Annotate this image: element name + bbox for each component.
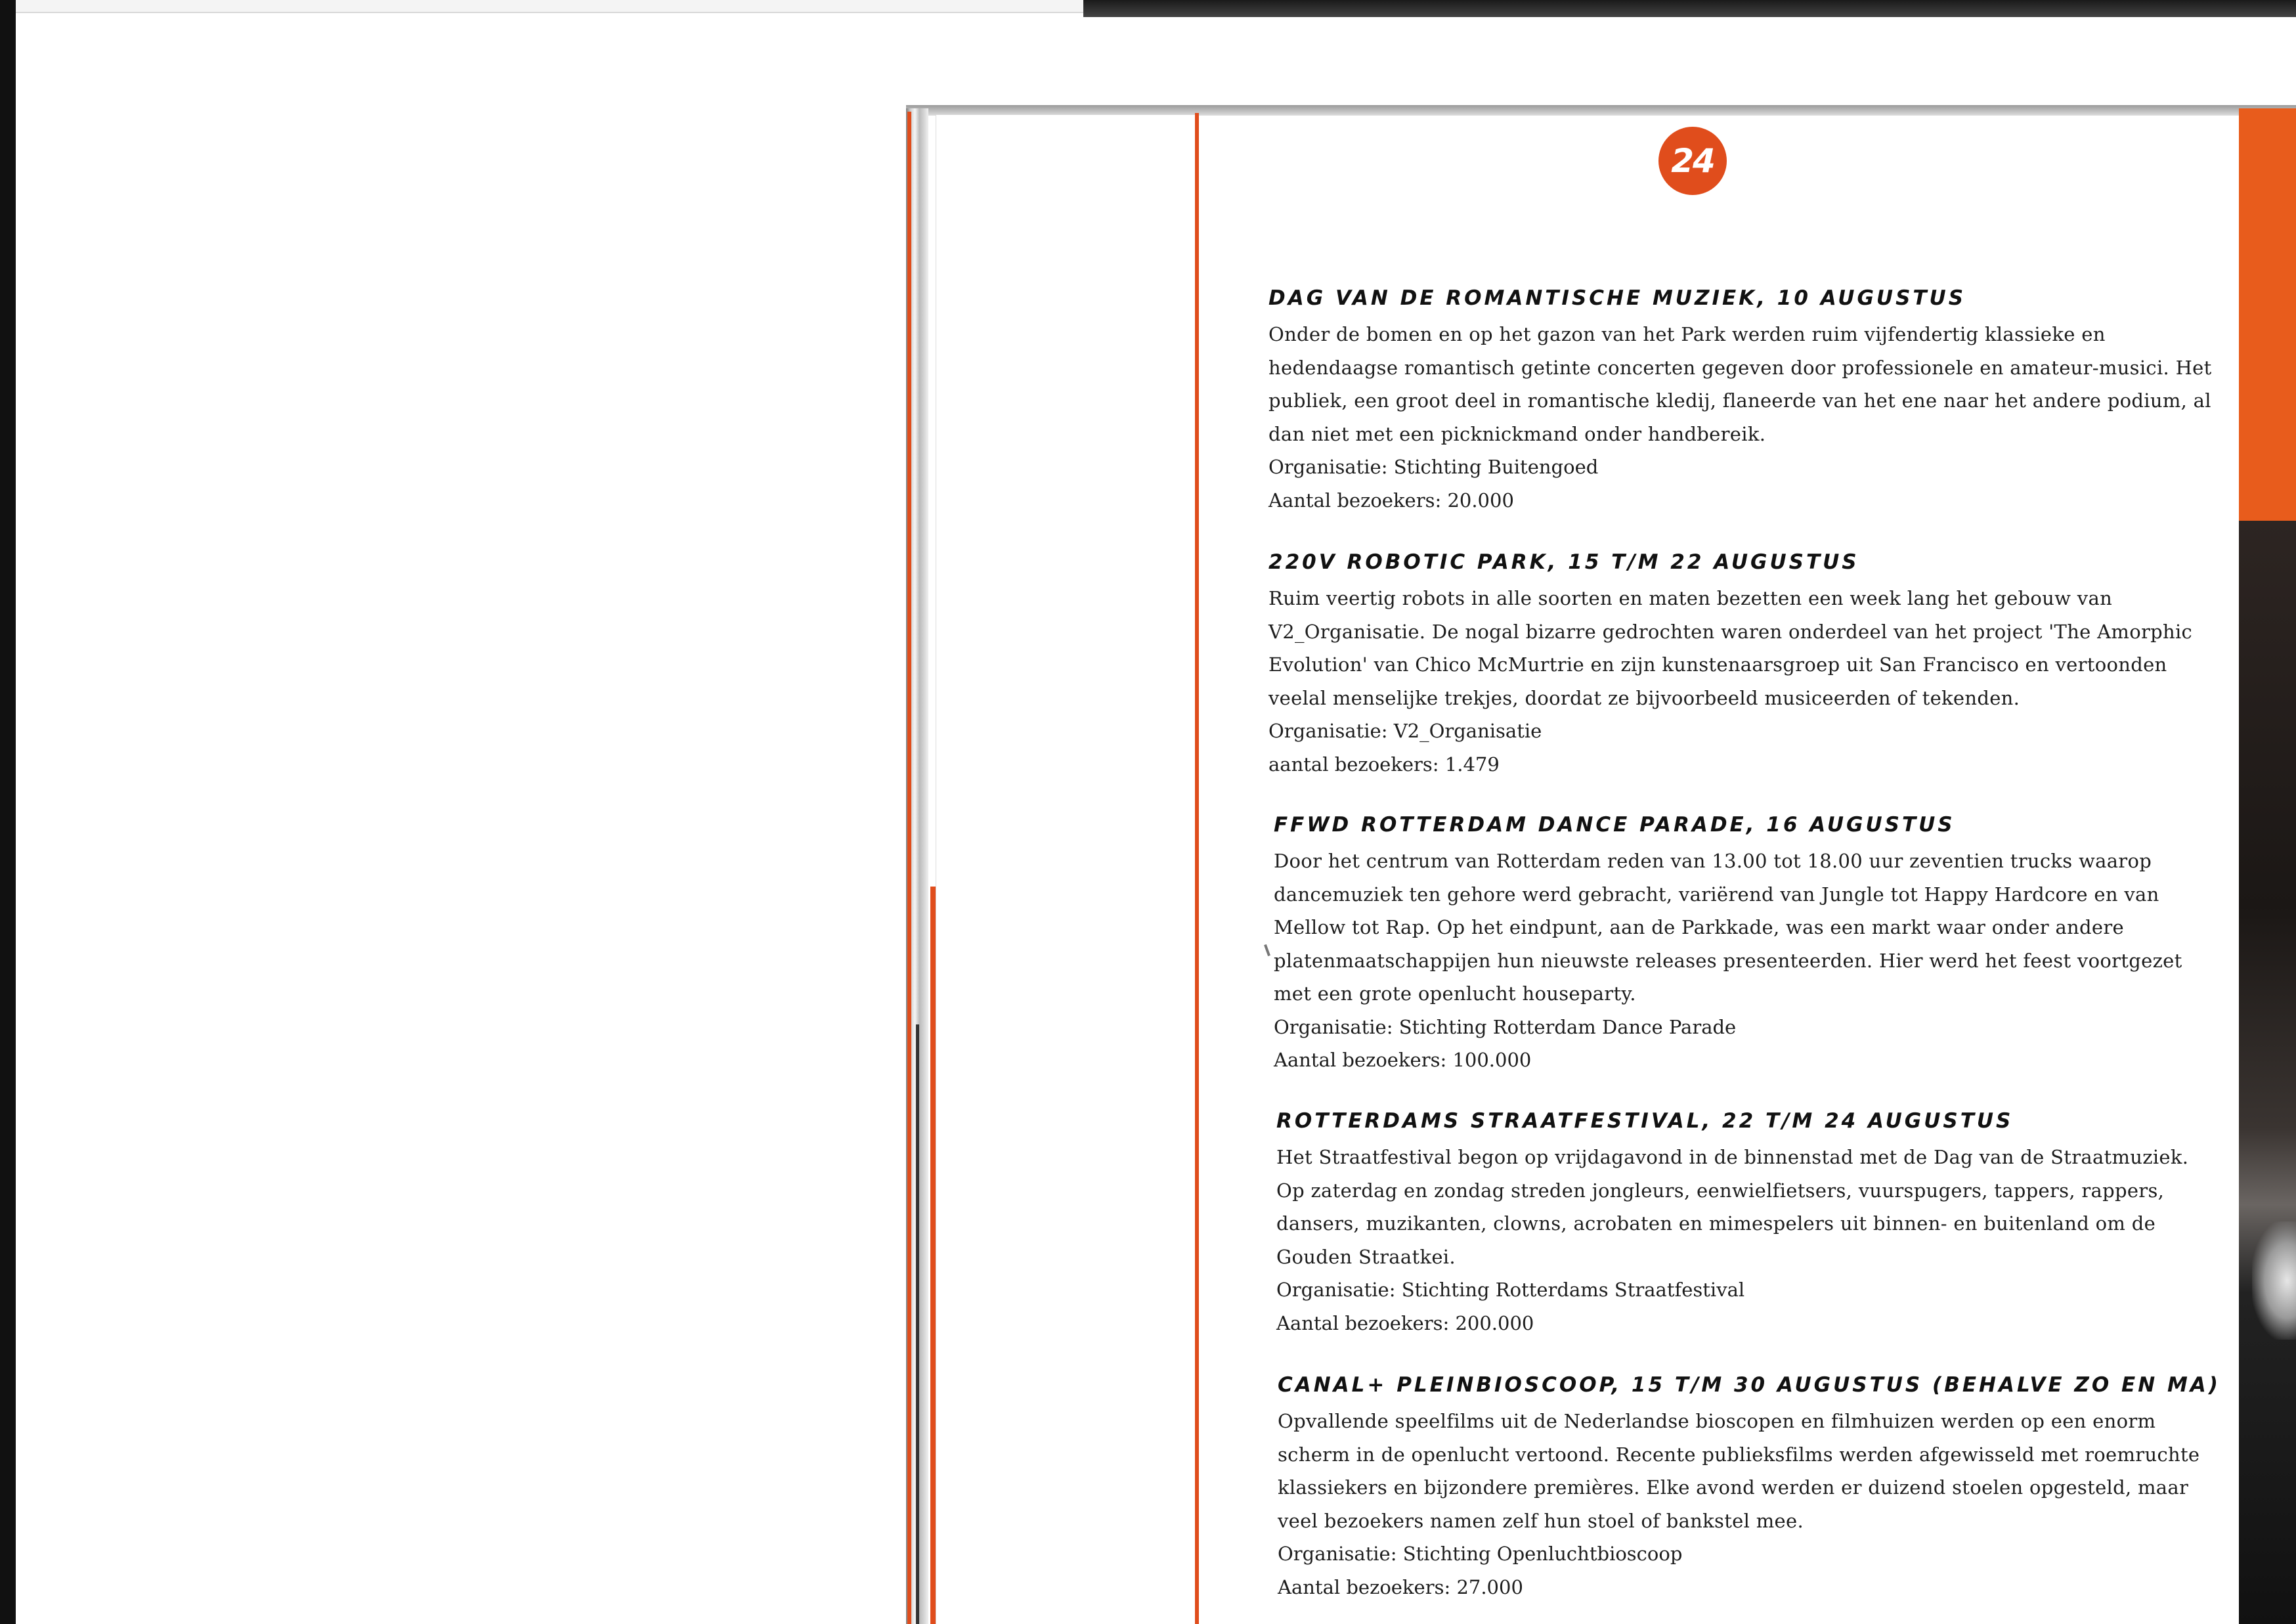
event-organisation: Organisatie: Stichting Openluchtbioscoop	[1278, 1543, 1683, 1565]
event-organisation: Organisatie: Stichting Buitengoed	[1268, 456, 1599, 478]
page-number-badge: 24	[1658, 127, 1727, 195]
event-entry	[1268, 284, 2214, 517]
margin-mark	[1264, 944, 1270, 956]
event-entry	[1274, 810, 2214, 1077]
facing-page-photo	[2239, 521, 2296, 1624]
spine-accent-stripe	[907, 112, 911, 1624]
event-description: Ruim veertig robots in alle soorten en maten bezetten een week lang het gebouw van V2_Organisatie. De nogal bizarre gedrochten waren onderdeel van het project 'The Amorphic Evolution' van Chico McMurtrie en zijn kunstenaarsgroep uit San Francisco en vertoonden veelal menselijke trekjes, doordat ze bijvoorbeeld musiceerden of tekenden.	[1268, 587, 2193, 709]
event-visitors: aantal bezoekers: 1.479	[1268, 753, 1500, 776]
event-visitors: Aantal bezoekers: 100.000	[1274, 1049, 1532, 1071]
event-organisation: Organisatie: Stichting Rotterdam Dance Parade	[1274, 1015, 1737, 1038]
facing-page-orange-panel	[2239, 108, 2296, 521]
event-visitors: Aantal bezoekers: 27.000	[1278, 1575, 1523, 1598]
spine-shadow-stripe	[916, 1024, 919, 1624]
event-entry	[1268, 548, 2214, 781]
gutter-rule	[1195, 113, 1199, 1624]
event-description: Onder de bomen en op het gazon van het Park werden ruim vijfendertig klassieke en hedendaagse romantisch getinte concerten gegeven door professionele en amateur-musici. Het publiek, een groot deel in romantische kledij, flaneerde van het ene naar het andere podium, al dan niet met een picknickmand onder handbereik.	[1268, 323, 2212, 445]
facing-page-photo-highlight	[2252, 1221, 2296, 1340]
event-description: Opvallende speelfilms uit de Nederlandse bioscopen en filmhuizen werden op een enorm scherm in de openlucht vertoond. Recente publieksfilms werden afgewisseld met roemruchte klassiekers en bijzondere premières. Elke avond werden er duizend stoelen opgesteld, maar veel bezoekers namen zelf hun stoel of bankstel mee.	[1278, 1410, 2200, 1532]
event-title: ROTTERDAMS STRAATFESTIVAL, 22 T/M 24 AUGUSTUS	[1276, 1109, 2014, 1133]
event-title: DAG VAN DE ROMANTISCHE MUZIEK, 10 AUGUSTUS	[1268, 286, 1966, 310]
verso-page	[936, 115, 1196, 1624]
event-entry	[1278, 1371, 2220, 1604]
event-title: FFWD ROTTERDAM DANCE PARADE, 16 AUGUSTUS	[1274, 813, 1955, 837]
event-description: Het Straatfestival begon op vrijdagavond in de binnenstad met de Dag van de Straatmuziek. Op zaterdag en zondag streden jongleurs, eenwielfietsers, vuurspugers, tappers, rappers, dansers, muzikanten, clowns, acrobaten en mimespelers uit binnen- en buitenland om de Gouden Straatkei.	[1276, 1146, 2189, 1268]
event-visitors: Aantal bezoekers: 200.000	[1276, 1311, 1534, 1334]
scan-shadow-top	[1083, 0, 2296, 17]
event-visitors: Aantal bezoekers: 20.000	[1268, 489, 1514, 512]
event-title: CANAL+ PLEINBIOSCOOP, 15 T/M 30 AUGUSTUS (BEHALVE ZO EN MA)	[1278, 1373, 2220, 1397]
event-title: 220V ROBOTIC PARK, 15 T/M 22 AUGUSTUS	[1268, 550, 1859, 574]
event-organisation: Organisatie: Stichting Rotterdams Straatfestival	[1276, 1279, 1745, 1301]
event-organisation: Organisatie: V2_Organisatie	[1268, 720, 1542, 742]
event-entry	[1276, 1107, 2214, 1340]
book-top-edge	[906, 105, 2296, 116]
event-description: Door het centrum van Rotterdam reden van 13.00 tot 18.00 uur zeventien trucks waarop dancemuziek ten gehore werd gebracht, variërend van Jungle tot Happy Hardcore en van Mellow tot Rap. Op het eindpunt, aan de Parkkade, was een markt waar onder andere platenmaatschappijen hun nieuwste releases presenteerden. Hier werd het feest voortgezet met een grote openlucht houseparty.	[1274, 850, 2182, 1005]
scan-border-left	[0, 0, 16, 1624]
